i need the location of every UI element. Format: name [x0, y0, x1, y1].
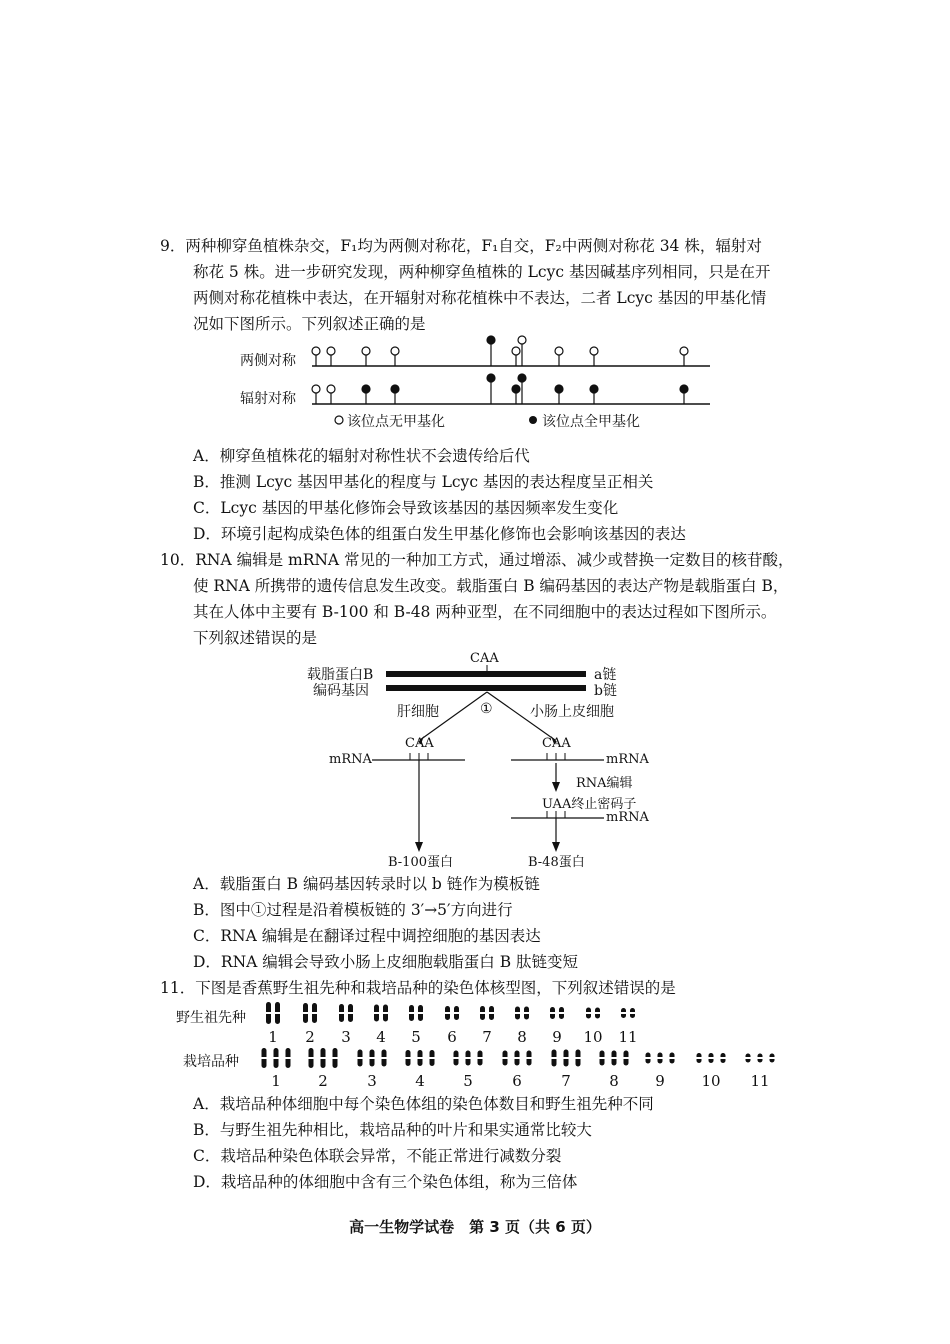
- strand-a: a链: [594, 667, 617, 683]
- wild-number-1: 1: [268, 1028, 278, 1046]
- cultivated-number-5: 5: [463, 1072, 473, 1090]
- legend-filled-label: 该位点全甲基化: [542, 414, 640, 430]
- mrna-right-2: mRNA: [606, 810, 649, 825]
- wild-chromosome-1: [266, 1002, 281, 1024]
- caa-left: CAA: [405, 736, 434, 751]
- cultivated-chromosome-4: [405, 1050, 435, 1066]
- wild-number-2: 2: [305, 1028, 315, 1046]
- mrna-left: mRNA: [329, 752, 372, 767]
- cultivated-chromosome-10: [696, 1053, 726, 1063]
- q10-line-3: 其在人体中主要有 B-100 和 B-48 两种亚型，在不同细胞中的表达过程如下图所示。: [193, 603, 777, 621]
- q9-line-1: 9．两种柳穿鱼植株杂交，F₁均为两侧对称花，F₁自交，F₂中两侧对称花 34 株，辐射对: [160, 237, 762, 255]
- wild-label: 野生祖先种: [176, 1010, 246, 1026]
- cultivated-label: 栽培品种: [183, 1054, 239, 1070]
- strand-b: b链: [594, 683, 617, 699]
- b100-label: B-100蛋白: [388, 855, 454, 870]
- q11-option-a: A．栽培品种体细胞中每个染色体组的染色体数目和野生祖先种不同: [193, 1095, 654, 1113]
- liver-cell-label: 肝细胞: [397, 704, 439, 720]
- q10-option-b: B．图中①过程是沿着模板链的 3′→5′方向进行: [193, 901, 513, 919]
- gene-label-2: 编码基因: [313, 683, 369, 699]
- wild-number-9: 9: [552, 1028, 562, 1046]
- mrna-right: mRNA: [606, 752, 649, 767]
- cultivated-chromosome-8: [599, 1051, 629, 1066]
- caa-top: CAA: [470, 651, 499, 666]
- cultivated-number-1: 1: [271, 1072, 281, 1090]
- q9-option-a: A．柳穿鱼植株花的辐射对称性状不会遗传给后代: [193, 447, 530, 465]
- q10-line-1: 10．RNA 编辑是 mRNA 常见的一种加工方式，通过增添、减少或替换一定数目的核苷酸，: [160, 551, 794, 569]
- q9-line-4: 况如下图所示。下列叙述正确的是: [193, 315, 426, 333]
- wild-number-7: 7: [482, 1028, 492, 1046]
- intestine-cell-label: 小肠上皮细胞: [530, 704, 614, 720]
- q9-line-2: 称花 5 株。进一步研究发现，两种柳穿鱼植株的 Lcyc 基因碱基序列相同，只是在开: [193, 263, 771, 281]
- wild-chromosome-10: [586, 1008, 601, 1019]
- wild-chromosome-7: [480, 1006, 495, 1020]
- cultivated-chromosome-2: [308, 1048, 338, 1068]
- q9-option-b: B．推测 Lcyc 基因甲基化的程度与 Lcyc 基因的表达程度呈正相关: [193, 473, 654, 491]
- q10-line-4: 下列叙述错误的是: [193, 629, 318, 647]
- wild-number-4: 4: [376, 1028, 386, 1046]
- cultivated-chromosome-9: [645, 1053, 675, 1064]
- cultivated-chromosome-6: [502, 1051, 532, 1066]
- wild-chromosomes: [266, 1002, 636, 1024]
- cultivated-number-7: 7: [561, 1072, 571, 1090]
- cultivated-chromosome-7: [551, 1050, 581, 1067]
- cultivated-number-6: 6: [512, 1072, 522, 1090]
- step-1-label: ①: [480, 701, 493, 717]
- cultivated-chromosome-5: [453, 1051, 483, 1066]
- row2-label: 辐射对称: [240, 391, 296, 407]
- cultivated-chromosome-1: [261, 1048, 291, 1068]
- cultivated-chromosome-11: [745, 1054, 775, 1063]
- page-footer: 高一生物学试卷 第 3 页（共 6 页）: [349, 1218, 601, 1236]
- row1-label: 两侧对称: [240, 353, 296, 369]
- q11-line: 11．下图是香蕉野生祖先种和栽培品种的染色体核型图，下列叙述错误的是: [160, 979, 676, 997]
- rna-edit-label: RNA编辑: [576, 776, 633, 791]
- wild-number-3: 3: [341, 1028, 351, 1046]
- wild-chromosome-3: [339, 1004, 354, 1022]
- wild-chromosome-5: [409, 1005, 424, 1021]
- cultivated-number-11: 11: [750, 1072, 770, 1090]
- legend-open-label: 该位点无甲基化: [347, 414, 445, 430]
- wild-chromosome-6: [445, 1006, 460, 1020]
- wild-chromosome-11: [621, 1008, 636, 1018]
- gene-label-1: 载脂蛋白B: [307, 667, 374, 683]
- q11-option-b: B．与野生祖先种相比，栽培品种的叶片和果实通常比较大: [193, 1121, 592, 1139]
- q10-option-d: D．RNA 编辑会导致小肠上皮细胞载脂蛋白 B 肽链变短: [193, 953, 579, 971]
- q10-option-a: A．载脂蛋白 B 编码基因转录时以 b 链作为模板链: [193, 875, 540, 893]
- q9-line-3: 两侧对称花植株中表达，在开辐射对称花植株中不表达，二者 Lcyc 基因的甲基化情: [193, 289, 767, 307]
- q9-option-d: D．环境引起构成染色体的组蛋白发生甲基化修饰也会影响该基因的表达: [193, 525, 686, 543]
- wild-chromosome-2: [303, 1003, 318, 1023]
- cultivated-number-2: 2: [318, 1072, 328, 1090]
- caa-right: CAA: [542, 736, 571, 751]
- cultivated-number-9: 9: [655, 1072, 665, 1090]
- q10-option-c: C．RNA 编辑是在翻译过程中调控细胞的基因表达: [193, 927, 541, 945]
- q11-option-c: C．栽培品种染色体联会异常，不能正常进行减数分裂: [193, 1147, 562, 1165]
- wild-number-11: 11: [618, 1028, 638, 1046]
- wild-chromosome-9: [550, 1007, 565, 1019]
- b48-label: B-48蛋白: [528, 855, 585, 870]
- wild-chromosome-8: [515, 1007, 530, 1020]
- q11-option-d: D．栽培品种的体细胞中含有三个染色体组，称为三倍体: [193, 1173, 578, 1191]
- cultivated-number-4: 4: [415, 1072, 425, 1090]
- wild-number-5: 5: [411, 1028, 421, 1046]
- cultivated-number-3: 3: [367, 1072, 377, 1090]
- wild-number-8: 8: [517, 1028, 527, 1046]
- uaa-label: UAA终止密码子: [542, 797, 637, 812]
- cultivated-chromosomes: [261, 1048, 775, 1068]
- cultivated-number-8: 8: [609, 1072, 619, 1090]
- wild-chromosome-4: [374, 1005, 389, 1022]
- cultivated-number-10: 10: [701, 1072, 721, 1090]
- q9-option-c: C．Lcyc 基因的甲基化修饰会导致该基因的基因频率发生变化: [193, 499, 619, 517]
- cultivated-chromosome-3: [357, 1050, 387, 1067]
- q10-line-2: 使 RNA 所携带的遗传信息发生改变。载脂蛋白 B 编码基因的表达产物是载脂蛋白 B，: [193, 577, 789, 595]
- wild-number-10: 10: [583, 1028, 603, 1046]
- wild-number-6: 6: [447, 1028, 457, 1046]
